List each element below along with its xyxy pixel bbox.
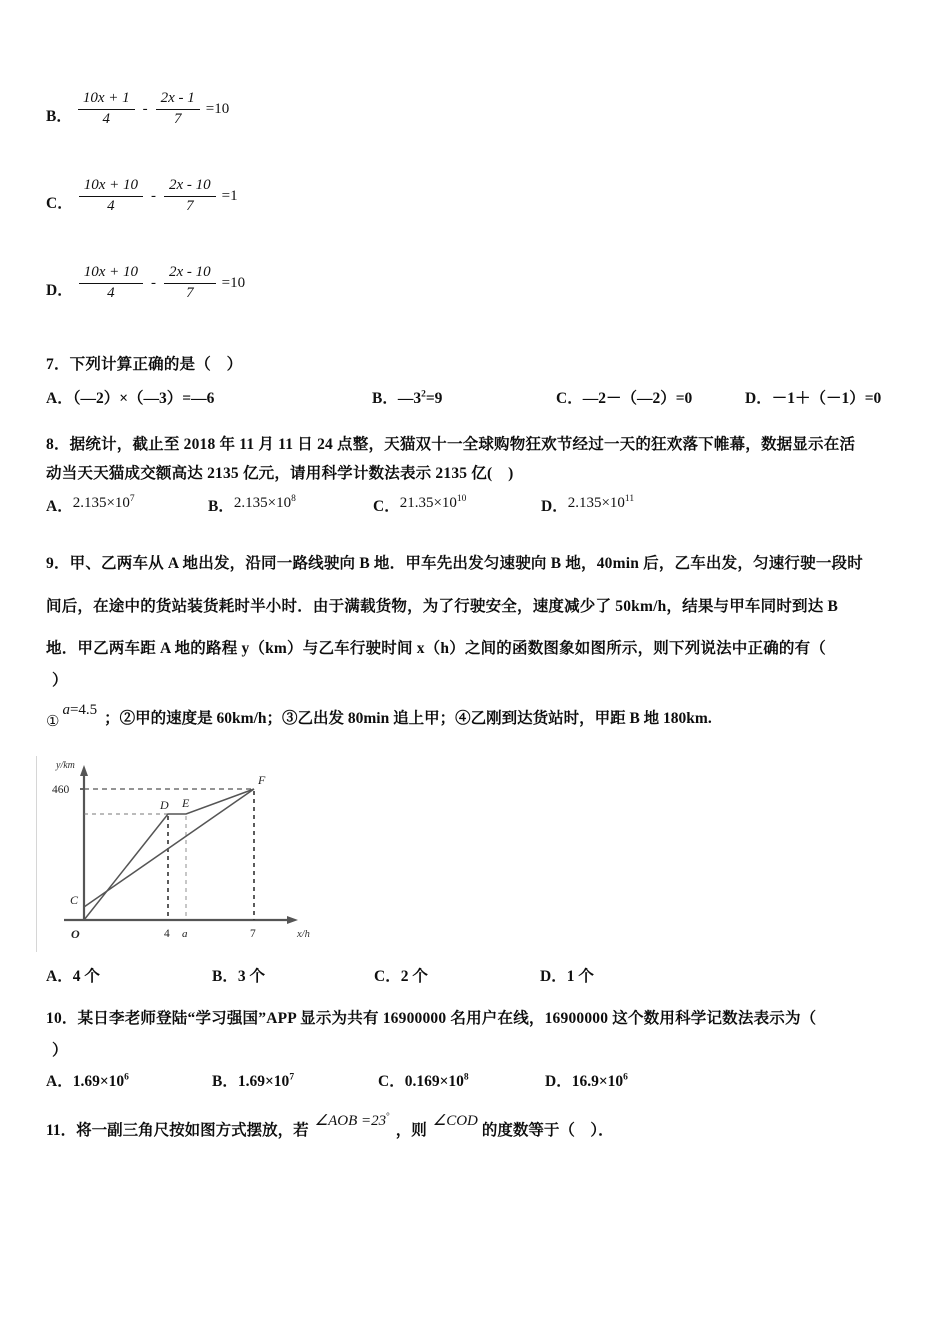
q8-option-a-value: [73, 495, 135, 511]
q7-option-c: [556, 386, 692, 408]
q6-option-d-label: D．: [46, 282, 73, 300]
fraction-denominator: 4: [102, 110, 110, 127]
q10-option-b-value: 1.69×10: [237, 1073, 290, 1090]
fraction-numerator: 2x - 10: [168, 177, 211, 193]
q9-claims-rest: ；②甲的速度是 60km/h；③乙出发 80min 追上甲；④乙刚到达货站时，甲距 B 地 180km.: [104, 710, 712, 727]
q7-option-a-text: （—2）×（—3）=—6: [72, 390, 215, 407]
angle-aob: ∠AOB =23: [314, 1113, 387, 1129]
q10-option-a-label: A．: [46, 1073, 73, 1090]
q7-option-b-label: B．: [372, 390, 398, 407]
q9-stem-line-1: 9．甲、乙两车从 A 地出发，沿同一路线驶向 B 地．甲车先出发匀速驶向 B 地，40min 后，乙车出发，匀速行驶一段时: [46, 555, 863, 572]
fraction-denominator: 4: [107, 197, 115, 214]
q6-option-d-rhs: =10: [221, 274, 246, 291]
q10-option-d-value: 16.9×10: [571, 1073, 624, 1090]
fraction-numerator: 10x + 10: [83, 264, 138, 280]
q8-option-d: [541, 494, 634, 516]
claim-marker-1: ①: [46, 714, 60, 730]
fraction-denominator: 4: [107, 284, 115, 301]
q10-option-c-exponent: 8: [463, 1072, 469, 1083]
series-car-b-path: [84, 789, 254, 920]
minus-operator: -: [150, 274, 156, 291]
q9-option-d-label: D．: [540, 968, 567, 985]
q9-option-b-label: B．: [212, 968, 238, 985]
exponent: 7: [129, 494, 135, 504]
minus-operator: -: [142, 100, 148, 117]
q7-option-c-label: C．: [556, 390, 583, 407]
q11-stem-mid: ，则: [395, 1122, 427, 1139]
point-label-c: C: [70, 893, 79, 907]
q8-option-a-label: A．: [46, 498, 73, 515]
q8-stem-line-1: 8．据统计，截止至 2018 年 11 月 11 日 24 点整，天猫双十一全球购物狂欢节经过一天的狂欢落下帷幕，数据显示在活: [46, 436, 856, 453]
q7-option-d: [745, 386, 881, 408]
q9-stem-line-2: 间后，在途中的货站装货耗时半小时．由于满载货物，为了行驶安全，速度减少了 50km/h，结果与甲车同时到达 B: [46, 598, 839, 615]
degree-symbol: °: [386, 1111, 390, 1121]
q11-stem-pre: 11．将一副三角尺按如图方式摆放，若: [46, 1122, 309, 1139]
q8-option-b-label: B．: [208, 498, 234, 515]
q9-stem-line-3: 地．甲乙两车距 A 地的路程 y（km）与乙车行驶时间 x（h）之间的函数图象如图所示，则下列说法中正确的有（: [46, 640, 826, 657]
q7-option-d-text: －1＋（－1）=0: [771, 390, 882, 407]
mantissa: 2.135: [233, 495, 268, 511]
q10-option-a-value: 1.69×10: [72, 1073, 125, 1090]
variable-a: a: [62, 702, 70, 718]
x-axis-label: x/h: [297, 929, 310, 940]
q8-option-d-label: D．: [541, 498, 568, 515]
x-tick-label-4: 4: [164, 928, 170, 940]
q7-option-d-label: D．: [745, 390, 772, 407]
x-axis-arrow: [287, 916, 298, 924]
q8-option-c: [373, 494, 466, 516]
q11-angle-aob-equation: [315, 1113, 390, 1129]
q9-option-b: [212, 964, 265, 986]
q6-option-c-label: C．: [46, 195, 73, 213]
q6-option-b-label: B．: [46, 108, 72, 126]
q10-option-d-label: D．: [545, 1073, 572, 1090]
q10-option-c: [378, 1069, 469, 1091]
exponent: 10: [456, 494, 467, 504]
fraction-numerator: 2x - 1: [160, 90, 195, 106]
q9-figure: [36, 752, 328, 957]
fraction-numerator: 2x - 10: [168, 264, 211, 280]
q7-option-c-text: —2－（—2）=0: [582, 390, 693, 407]
point-label-e: E: [182, 796, 190, 810]
q7-option-b-result: =9: [425, 390, 443, 407]
q9-claims: [46, 702, 712, 731]
q10-option-a: [46, 1069, 129, 1091]
times-sign: ×: [106, 495, 115, 511]
fraction-denominator: 7: [186, 284, 194, 301]
q9-option-d-text: 1 个: [566, 968, 594, 985]
distance-time-graph-svg: [42, 752, 328, 957]
exponent: 8: [291, 494, 296, 504]
q6-option-b: [46, 90, 229, 128]
q8-option-d-value: [568, 495, 634, 511]
q9-option-b-text: 3 个: [237, 968, 265, 985]
q7-stem: 7．下列计算正确的是（ ）: [46, 356, 243, 373]
q10-option-c-value: 0.169×10: [404, 1073, 464, 1090]
q9-option-c-label: C．: [374, 968, 401, 985]
claim-1-equation: [62, 702, 97, 718]
figure-left-rule: [36, 756, 37, 952]
q10-option-d-exponent: 6: [623, 1072, 628, 1083]
mantissa: 21.35: [399, 495, 434, 511]
q6-option-b-fraction-2: [156, 90, 200, 128]
q10-option-b-label: B．: [212, 1073, 238, 1090]
q9-option-a: [46, 964, 100, 986]
fraction-denominator: 7: [186, 197, 194, 214]
q8-option-c-value: [400, 495, 467, 511]
q6-option-d-fraction-1: [79, 264, 143, 302]
q11-stem: [46, 1111, 614, 1140]
q8-stem-line-2: 动当天天猫成交额高达 2135 亿元，请用科学计数法表示 2135 亿( ): [46, 465, 514, 482]
point-label-d: D: [160, 798, 169, 812]
fraction-numerator: 10x + 1: [82, 90, 130, 106]
base: 10: [114, 495, 130, 511]
q10-option-d: [545, 1069, 628, 1091]
times-sign: ×: [267, 495, 277, 511]
q8-option-b: [208, 494, 296, 516]
q6-option-c-fraction-1: [79, 177, 143, 215]
q6-option-d: [46, 264, 245, 302]
q6-option-c-rhs: =1: [221, 187, 238, 204]
q10-option-b-exponent: 7: [289, 1072, 295, 1083]
q6-option-d-fraction-2: [164, 264, 216, 302]
q8-option-c-label: C．: [373, 498, 400, 515]
origin-label: O: [71, 927, 80, 941]
fraction-numerator: 10x + 10: [83, 177, 138, 193]
y-axis-label: y/km: [56, 760, 75, 771]
exponent: 11: [624, 494, 635, 504]
q10-option-b: [212, 1069, 294, 1091]
times-sign: ×: [433, 495, 442, 511]
mantissa: 2.135: [567, 495, 602, 511]
base: 10: [609, 495, 625, 511]
q9-option-c: [374, 964, 428, 986]
base: 10: [276, 495, 292, 511]
q9-option-a-text: 4 个: [72, 968, 100, 985]
y-axis-arrow: [80, 765, 88, 776]
q7-option-a: [46, 386, 214, 408]
mantissa: 2.135: [72, 495, 107, 511]
q8-option-b-value: [234, 495, 296, 511]
q9-option-c-text: 2 个: [400, 968, 428, 985]
q8-option-a: [46, 494, 135, 516]
q6-option-b-rhs: =10: [205, 100, 230, 117]
q9-option-a-label: A．: [46, 968, 73, 985]
q6-option-c-fraction-2: [164, 177, 216, 215]
q10-option-c-label: C．: [378, 1073, 405, 1090]
q10-option-a-exponent: 6: [124, 1072, 129, 1083]
fraction-denominator: 7: [173, 110, 182, 127]
q11-angle-cod: ∠COD: [432, 1113, 478, 1129]
base: 10: [441, 495, 457, 511]
point-label-f: F: [258, 773, 266, 787]
q7-option-b-base: —3: [397, 390, 422, 407]
q7-option-a-label: A．: [46, 390, 73, 407]
series-car-a-path: [84, 789, 254, 907]
x-tick-label-7: 7: [250, 928, 256, 940]
minus-operator: -: [150, 187, 156, 204]
q7-option-b-exponent: 2: [421, 389, 426, 400]
q6-option-b-fraction-1: [78, 90, 135, 128]
q11-stem-post: 的度数等于（ ）．: [481, 1122, 614, 1139]
q9-stem-line-4: ）: [52, 672, 68, 689]
q6-option-c: [46, 177, 238, 215]
q10-stem-line-1: 10．某日李老师登陆“学习强国”APP 显示为共有 16900000 名用户在线，16900000 这个数用科学记数法表示为（: [46, 1010, 817, 1027]
q10-stem-line-2: ）: [52, 1042, 68, 1059]
equals-value: =4.5: [69, 702, 98, 718]
q9-option-d: [540, 964, 594, 986]
times-sign: ×: [601, 495, 610, 511]
y-tick-label-460: 460: [52, 784, 70, 796]
x-tick-label-a: a: [182, 928, 188, 940]
q7-option-b: [372, 386, 442, 408]
